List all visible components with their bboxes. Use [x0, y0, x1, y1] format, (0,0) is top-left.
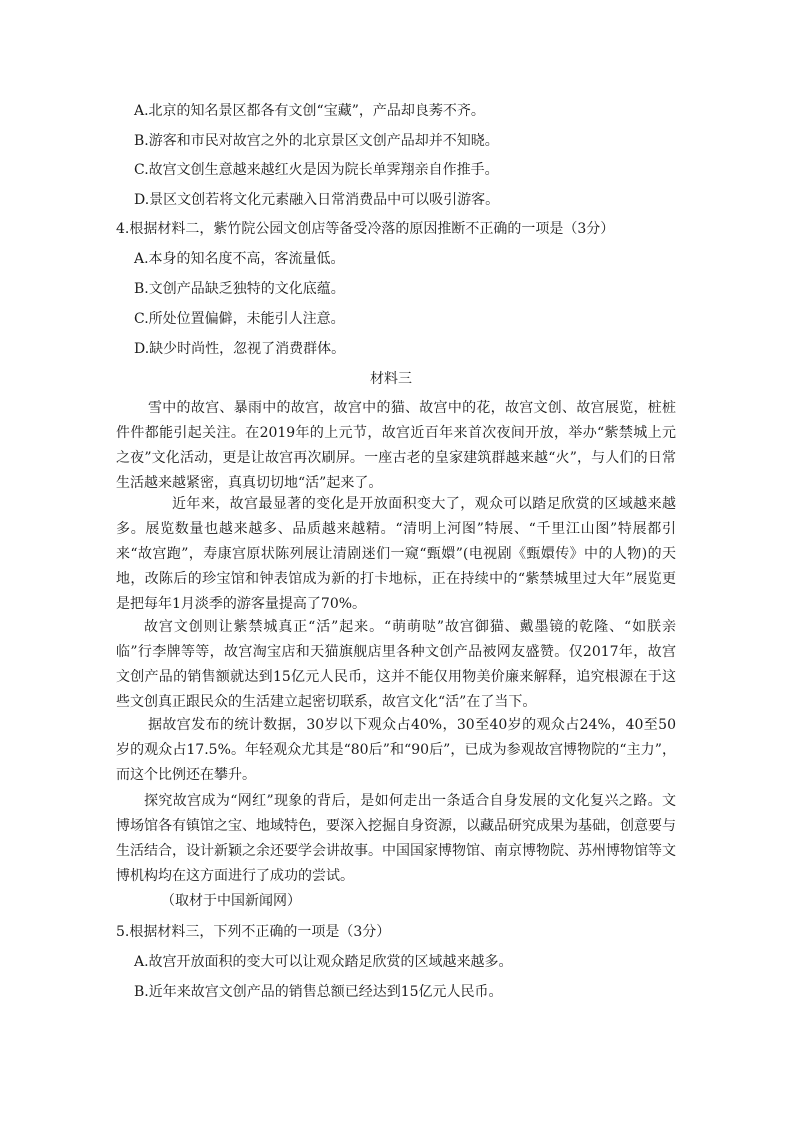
q3-option-a: A.北京的知名景区都各有文创“宝藏”，产品却良莠不齐。 [134, 103, 485, 119]
material-3-paragraph-3: 故宫文创则让紫禁城真正“活”起来。“萌萌哒”故宫御猫、戴墨镜的乾隆、“如朕亲临”行李牌等等，故宫淘宝店和天猫旗舰店里各种文创产品被网友盛赞。仅2017年，故宫文创产品的销售额就达到15亿元人民币，这并不能仅用物美价廉来解释，追究根源在于这些文创真正跟民众的生活建立起密切联系，故宫文化“活”在了当下。 [116, 619, 676, 710]
q4-option-d: D.缺少时尚性，忽视了消费群体。 [134, 341, 346, 357]
q5-stem: 5.根据材料三，下列不正确的一项是（3分） [116, 924, 391, 940]
q3-option-c: C.故宫文创生意越来越红火是因为院长单霁翔亲自作推手。 [134, 162, 499, 178]
q5-option-a: A.故宫开放面积的变大可以让观众踏足欣赏的区域越来越多。 [134, 954, 513, 970]
material-3-paragraph-5: 探究故宫成为“网红”现象的背后，是如何走出一条适合自身发展的文化复兴之路。文博场馆各有镇馆之宝、地域特色，要深入挖掘自身资源，以藏品研究成果为基础，创意要与生活结合，设计新颖之余还要学会讲故事。中国国家博物馆、南京博物院、苏州博物馆等文博机构均在这方面进行了成功的尝试。 [116, 793, 676, 884]
q3-option-d: D.景区文创若将文化元素融入日常消费品中可以吸引游客。 [134, 192, 500, 208]
q4-stem: 4.根据材料二，紫竹院公园文创店等备受冷落的原因推断不正确的一项是（3分） [116, 221, 615, 237]
material-3-paragraph-2: 近年来，故宫最显著的变化是开放面积变大了，观众可以踏足欣赏的区域越来越多。展览数量也越来越多、品质越来越精。“清明上河图”特展、“千里江山图”特展都引来“故宫跑”，寿康宫原状陈列展让清剧迷们一窥“甄嬛”(电视剧《甄嬛传》中的人物)的天地，改陈后的珍宝馆和钟表馆成为新的打卡地标，正在持续中的“紫禁城里过大年”展览更是把每年1月淡季的游客量提高了70%。 [116, 496, 676, 612]
material-3-source: （取材于中国新闻网） [161, 893, 301, 909]
q3-option-b: B.游客和市民对故宫之外的北京景区文创产品却并不知晓。 [134, 133, 499, 149]
material-3-paragraph-1: 雪中的故宫、暴雨中的故宫，故宫中的猫、故宫中的花，故宫文创、故宫展览，桩桩件件都能引起关注。在2019年的上元节，故宫近百年来首次夜间开放，举办“紫禁城上元之夜”文化活动，更是让故宫再次刷屏。一座古老的皇家建筑群越来越“火”，与人们的日常生活越来越紧密，真真切切地“活”起来了。 [116, 400, 676, 491]
q5-option-b: B.近年来故宫文创产品的销售总额已经达到15亿元人民币。 [134, 984, 503, 1000]
material-3-paragraph-4: 据故宫发布的统计数据，30岁以下观众占40%，30至40岁的观众占24%，40至50岁的观众占17.5%。年轻观众尤其是“80后”和“90后”，已成为参观故宫博物院的“主力”，而这个比例还在攀升。 [116, 717, 676, 783]
q4-option-b: B.文创产品缺乏独特的文化底蕴。 [134, 281, 345, 297]
q4-option-c: C.所处位置偏僻，未能引人注意。 [134, 311, 345, 327]
q4-option-a: A.本身的知名度不高，客流量低。 [134, 251, 345, 267]
material-3-title: 材料三 [370, 371, 412, 387]
